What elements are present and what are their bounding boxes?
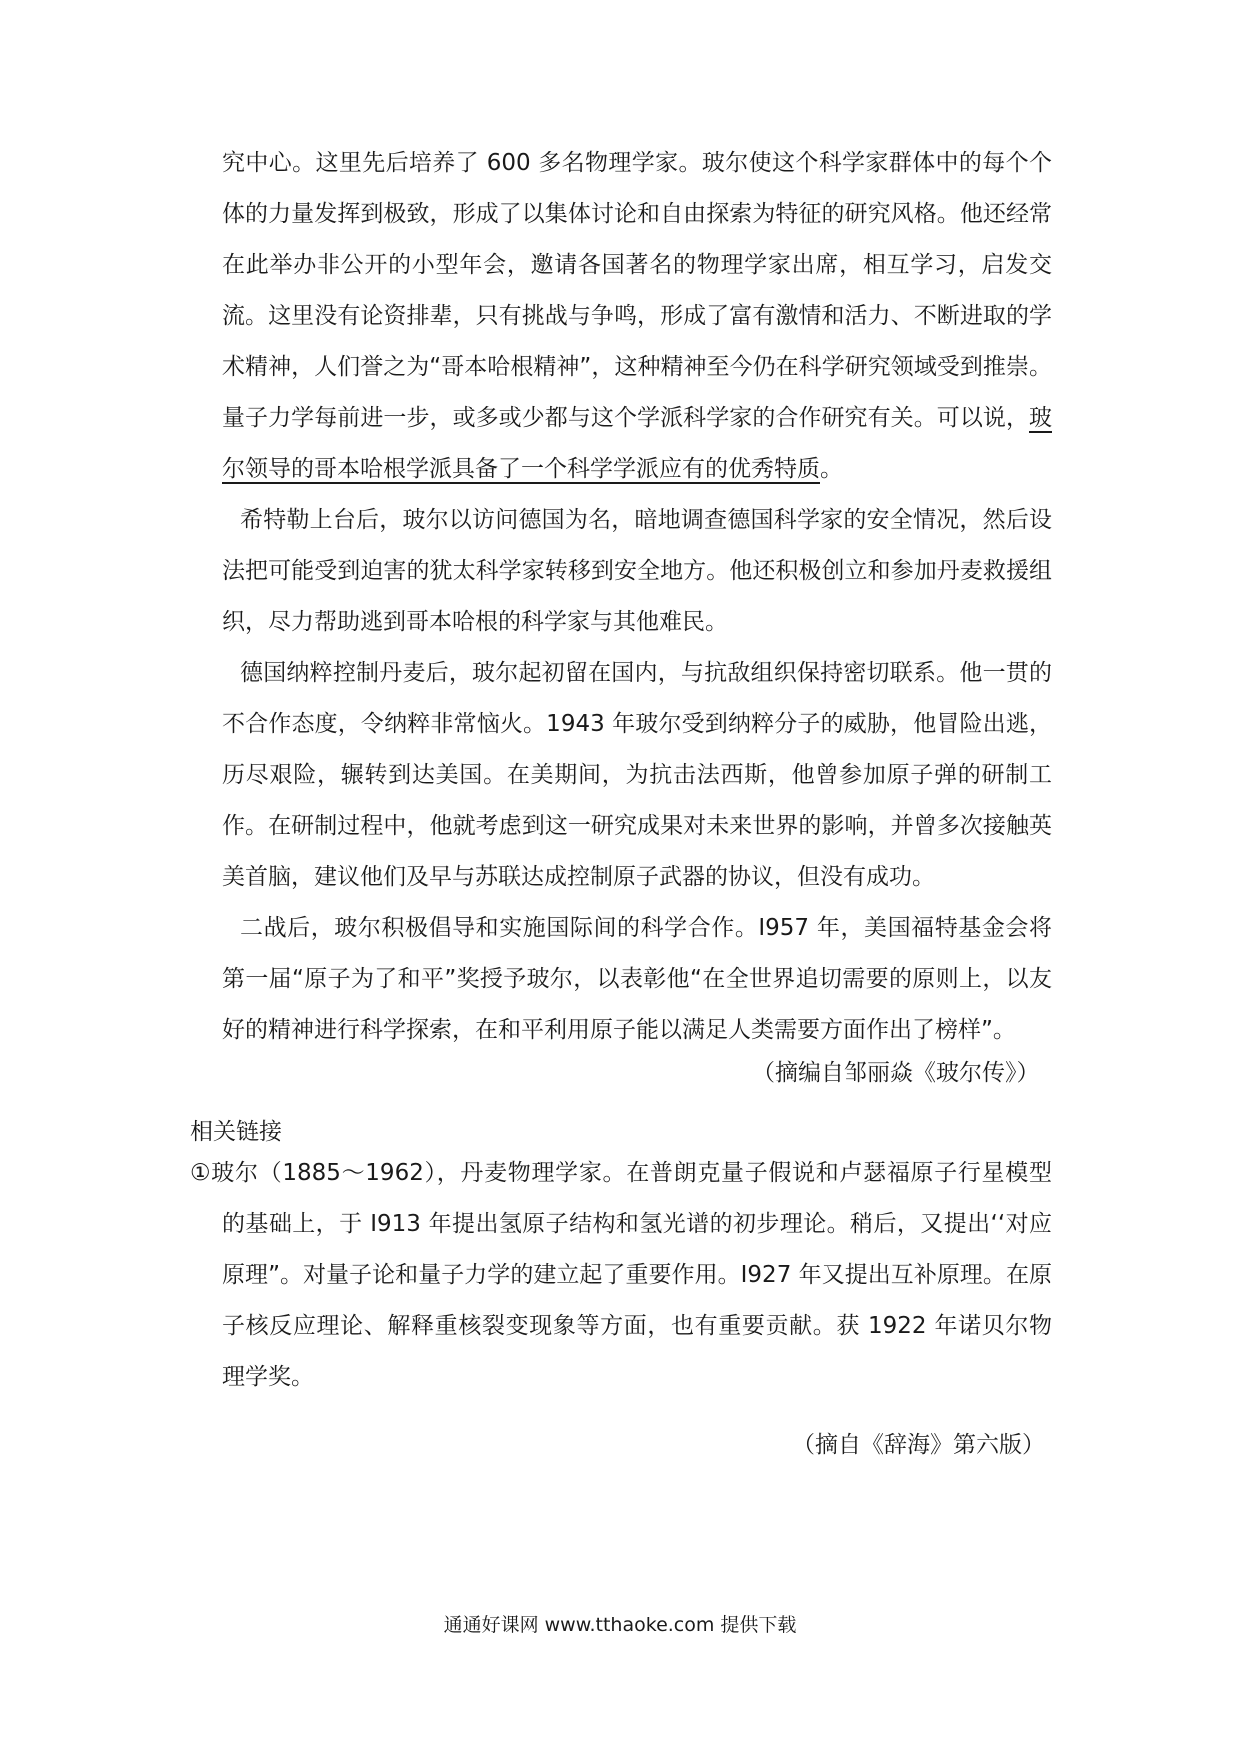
related-item-1: ①玻尔（1885～1962），丹麦物理学家。在普朗克量子假说和卢瑟福原子行星模型的基础上，于 I913 年提出氢原子结构和氢光谱的初步理论。稍后，又提出‘‘对应原理”。对量子论和量子力学的建立起了重要作用。I927 年又提出互补原理。在原子核反应理论、解释重核裂变现象等方面，也有重要贡献。获 1922 年诺贝尔物理学奖。 (190, 1160, 1052, 1390)
paragraph-1-end: 。 (820, 456, 843, 482)
paragraph-3: 德国纳粹控制丹麦后，玻尔起初留在国内，与抗敌组织保持密切联系。他一贯的不合作态度，令纳粹非常恼火。1943 年玻尔受到纳粹分子的威胁，他冒险出逃，历尽艰险，辗转到达美国。在美期间，为抗击法西斯，他曾参加原子弹的研制工作。在研制过程中，他就考虑到这一研究成果对未来世界的影响，并曾多次接触英美首脑，建议他们及早与苏联达成控制原子武器的协议，但没有成功。 (222, 660, 1052, 890)
paragraph-2: 希特勒上台后，玻尔以访问德国为名，暗地调查德国科学家的安全情况，然后设法把可能受到迫害的犹太科学家转移到安全地方。他还积极创立和参加丹麦救援组织，尽力帮助逃到哥本哈根的科学家与其他难民。 (222, 507, 1052, 635)
page-footer: 通通好课网 www.tthaoke.com 提供下载 (443, 1614, 797, 1636)
source-citation-1: （摘编自邹丽焱《玻尔传》） (752, 1060, 1040, 1086)
related-links-heading: 相关链接 (190, 1119, 282, 1145)
underlined-sentence: 玻尔领导的哥本哈根学派具备了一个科学学派应有的优秀特质 (222, 405, 1052, 482)
source-citation-2: （摘自《辞海》第六版） (792, 1432, 1045, 1458)
article-body (222, 138, 1052, 1056)
paragraph-4: 二战后，玻尔积极倡导和实施国际间的科学合作。I957 年，美国福特基金会将第一届“原子为了和平”奖授予玻尔，以表彰他“在全世界追切需要的原则上，以友好的精神进行科学探索，在和平利用原子能以满足人类需要方面作出了榜样”。 (222, 915, 1052, 1043)
paragraph-1-text: 究中心。这里先后培养了 600 多名物理学家。玻尔使这个科学家群体中的每个个体的力量发挥到极致，形成了以集体讨论和自由探索为特征的研究风格。他还经常在此举办非公开的小型年会，邀请各国著名的物理学家出席，相互学习，启发交流。这里没有论资排辈，只有挑战与争鸣，形成了富有激情和活力、不断进取的学术精神，人们誉之为“哥本哈根精神”，这种精神至今仍在科学研究领域受到推崇。量子力学每前进一步，或多或少都与这个学派科学家的合作研究有关。可以说， (222, 150, 1052, 431)
paragraph-1 (222, 138, 1052, 495)
